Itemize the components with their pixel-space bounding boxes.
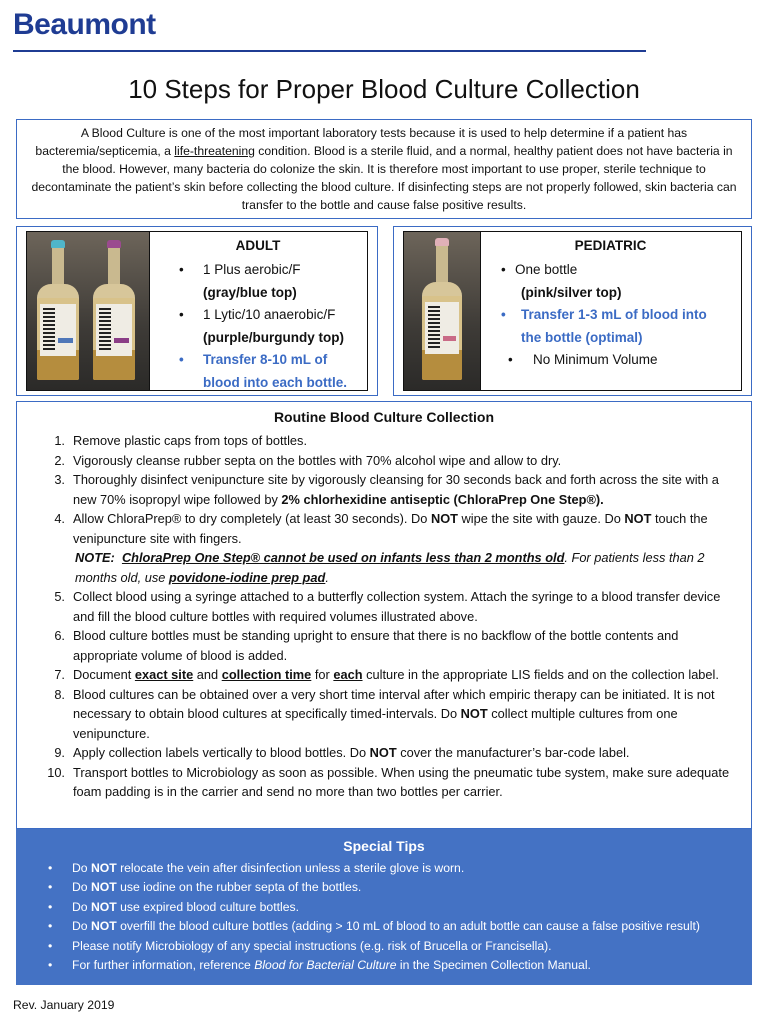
special-tips-title: Special Tips: [343, 838, 425, 854]
special-tips-box: [16, 829, 752, 985]
intro-box: [16, 119, 752, 219]
adult-item-anaerobic: • 1 Lytic/10 anaerobic/F: [179, 307, 336, 322]
page-title: 10 Steps for Proper Blood Culture Collection: [128, 74, 640, 104]
step-6: 6. Blood culture bottles must be standing upright to ensure that there is no backflow of the bottle contents and appropriate volume of blood is added.: [54, 628, 679, 663]
step-2: 2. Vigorously cleanse rubber septa on the bottles with 70% alcohol wipe and allow to dry.: [54, 452, 562, 468]
special-tips-list: [34, 859, 746, 975]
step-3: 3. Thoroughly disinfect venipuncture site by vigorously cleansing for 30 seconds back and forth across the site with a new 70% isopropyl wipe followed by 2% chlorhexidine antiseptic (ChloraPrep One Step®).: [54, 472, 719, 507]
pediatric-item-volume-cont: the bottle (optimal): [521, 329, 643, 345]
pediatric-bottle-image: [422, 238, 462, 380]
routine-collection-box: [16, 401, 752, 829]
step-5: 5. Collect blood using a syringe attached to a butterfly collection system. Attach the syringe to a blood transfer device and fill the blood culture bottles with required volumes illustrated above.: [54, 589, 721, 624]
header-rule: [13, 50, 646, 52]
pediatric-bullet-list: [501, 259, 707, 372]
tip-6: • For further information, reference Blood for Bacterial Culture in the Specimen Collection Manual.: [48, 958, 591, 973]
tip-2: • Do NOT use iodine on the rubber septa of the bottles.: [48, 880, 362, 895]
step-4-note: NOTE: ChloraPrep One Step® cannot be used on infants less than 2 months old. For patients less than 2 months old, use povidone-iodine prep pad.: [75, 550, 705, 585]
pediatric-heading: PEDIATRIC: [574, 238, 647, 253]
adult-card: [16, 226, 378, 396]
pediatric-card-inner: [403, 231, 742, 391]
aerobic-bottle-image: [37, 240, 79, 380]
step-1: 1. Remove plastic caps from tops of bottles.: [54, 433, 307, 448]
adult-item-aerobic: • 1 Plus aerobic/F: [179, 262, 301, 277]
revision-date: Rev. January 2019: [13, 998, 115, 1012]
step-8: 8. Blood cultures can be obtained over a very short time interval after which empiric therapy can be initiated. It is not necessary to obtain blood cultures at specifically timed-intervals. Do NOT collect multiple cultures from one venipuncture.: [54, 686, 715, 741]
pediatric-item-bottle-top: (pink/silver top): [521, 284, 622, 300]
tip-4: • Do NOT overfill the blood culture bottles (adding > 10 mL of blood to an adult bottle can cause a false positive result): [48, 919, 700, 934]
step-4: 4. Allow ChloraPrep® to dry completely (at least 30 seconds). Do NOT wipe the site with gauze. Do NOT touch the venipuncture site with fingers. NOTE: ChloraPrep One Step® cannot be used on infants less than 2 months old. For patients less than 2 months old, use povidone-iodine prep pad.: [39, 509, 743, 587]
beaumont-logo: Beaumont: [13, 8, 156, 41]
step-10: 10. Transport bottles to Microbiology as soon as possible. When using the pneumatic tube system, make sure adequate foam padding is in the carrier and send no more than two bottles per carrier.: [47, 764, 730, 799]
routine-steps-list: [39, 431, 743, 802]
routine-title: Routine Blood Culture Collection: [273, 409, 495, 425]
intro-underlined-term: life-threatening: [174, 144, 255, 158]
adult-item-volume: • Transfer 8-10 mL of: [179, 352, 328, 367]
adult-bottles-photo: [27, 232, 150, 390]
pediatric-item-bottle: • One bottle: [501, 262, 578, 277]
adult-item-aerobic-top: (gray/blue top): [203, 284, 297, 300]
adult-item-volume-cont: blood into each bottle.: [203, 374, 347, 390]
tip-5: • Please notify Microbiology of any special instructions (e.g. risk of Brucella or Francisella).: [48, 938, 552, 953]
pediatric-card: [393, 226, 752, 396]
adult-bullet-list: [179, 259, 347, 394]
step-7: 7. Document exact site and collection time for each culture in the appropriate LIS fields and on the collection label.: [54, 667, 719, 682]
intro-text-1: A Blood Culture is one of the most important laboratory tests because it is used to help determine if a patient has bacteremia/septicemia, a: [35, 126, 688, 158]
adult-heading: ADULT: [235, 238, 281, 253]
adult-card-inner: [26, 231, 368, 391]
step-9: 9. Apply collection labels vertically to blood bottles. Do NOT cover the manufacturer’s bar-code label.: [54, 745, 630, 760]
pediatric-bottle-photo: [404, 232, 481, 390]
tip-1: • Do NOT relocate the vein after disinfection unless a sterile glove is worn.: [48, 861, 465, 875]
pediatric-item-minimum: • No Minimum Volume: [508, 352, 658, 367]
intro-text-2: condition. Blood is a sterile fluid, and a normal, healthy patient does not have bacteria in the blood. However, many bacteria do colonize the skin. It is therefore most important to use proper, sterile technique to decontaminate the patient’s skin before collecting the blood culture. If disinfecting steps are not properly followed, skin bacteria can transfer to the bottle and cause false positive results.: [31, 144, 737, 212]
adult-item-anaerobic-top: (purple/burgundy top): [203, 329, 344, 345]
pediatric-item-volume: • Transfer 1-3 mL of blood into: [501, 307, 707, 322]
tip-3: • Do NOT use expired blood culture bottles.: [48, 899, 299, 914]
anaerobic-bottle-image: [93, 240, 135, 380]
